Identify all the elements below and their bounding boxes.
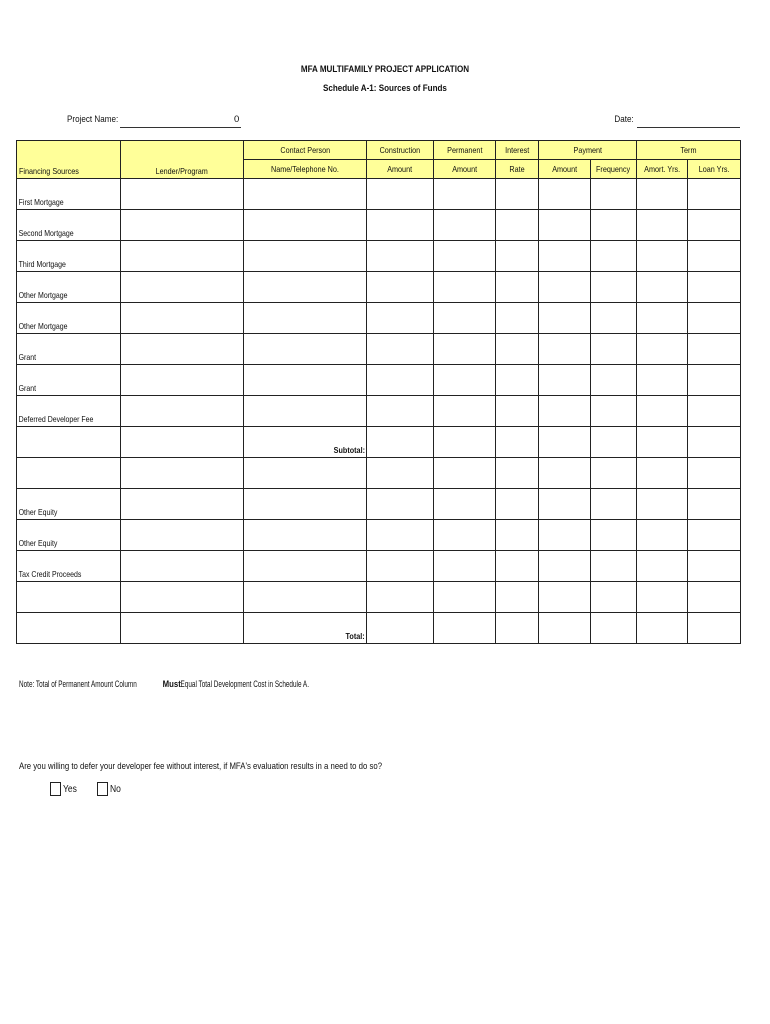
entry-cell[interactable] (688, 334, 741, 365)
col-construction: Construction (367, 141, 434, 160)
entry-cell[interactable] (496, 179, 539, 210)
entry-cell[interactable] (688, 272, 741, 303)
entry-cell[interactable] (688, 551, 741, 582)
financing-source-label: Other Mortgage (18, 321, 68, 331)
entry-cell[interactable] (496, 489, 539, 520)
entry-cell[interactable] (367, 551, 434, 582)
entry-cell[interactable] (688, 582, 741, 613)
col-name-telephone: Name/Telephone No. (244, 160, 367, 179)
entry-cell[interactable] (496, 551, 539, 582)
entry-cell[interactable] (688, 241, 741, 272)
entry-cell[interactable] (121, 210, 244, 241)
col-payment-amount: Amount (539, 160, 591, 179)
financing-source-cell[interactable] (17, 210, 121, 241)
entry-cell[interactable] (434, 303, 496, 334)
entry-cell[interactable] (434, 334, 496, 365)
entry-cell[interactable] (17, 427, 121, 458)
col-rate: Rate (496, 160, 539, 179)
col-contact-person: Contact Person (244, 141, 367, 160)
subtotal-value-cell[interactable] (496, 427, 539, 458)
financing-source-label: Second Mortgage (18, 228, 74, 238)
entry-cell[interactable] (637, 396, 688, 427)
col-financing-sources: Financing Sources (17, 141, 121, 179)
entry-cell[interactable] (637, 365, 688, 396)
subtotal-value-cell[interactable] (688, 427, 741, 458)
total-value-cell[interactable] (539, 613, 591, 644)
financing-source-cell[interactable] (17, 551, 121, 582)
table-row (17, 272, 741, 303)
financing-source-label: Other Equity (18, 538, 58, 548)
col-loan-yrs: Loan Yrs. (688, 160, 741, 179)
entry-cell[interactable] (539, 179, 591, 210)
schedule-subtitle: Schedule A-1: Sources of Funds (323, 83, 447, 94)
table-row (17, 334, 741, 365)
entry-cell[interactable] (244, 303, 367, 334)
entry-cell[interactable] (496, 210, 539, 241)
entry-cell[interactable] (367, 396, 434, 427)
yes-label: Yes (63, 783, 77, 795)
note-suffix: Equal Total Development Cost in Schedule A. (180, 679, 310, 690)
total-value-cell[interactable] (496, 613, 539, 644)
table-row (17, 303, 741, 334)
entry-cell[interactable] (121, 582, 244, 613)
entry-cell[interactable] (496, 303, 539, 334)
entry-cell[interactable] (496, 520, 539, 551)
financing-source-label (17, 484, 19, 486)
total-label-cell (244, 613, 367, 644)
entry-cell[interactable] (244, 396, 367, 427)
financing-source-cell[interactable] (17, 396, 121, 427)
entry-cell[interactable] (367, 582, 434, 613)
entry-cell[interactable] (244, 458, 367, 489)
no-checkbox[interactable] (97, 782, 108, 796)
subtotal-value-cell[interactable] (637, 427, 688, 458)
entry-cell[interactable] (591, 396, 637, 427)
entry-cell[interactable] (496, 582, 539, 613)
financing-source-label: Grant (18, 383, 37, 393)
entry-cell[interactable] (591, 551, 637, 582)
entry-cell[interactable] (591, 272, 637, 303)
entry-cell[interactable] (244, 334, 367, 365)
yes-checkbox[interactable] (50, 782, 61, 796)
entry-cell[interactable] (539, 334, 591, 365)
financing-source-cell[interactable] (17, 365, 121, 396)
entry-cell[interactable] (244, 179, 367, 210)
entry-cell[interactable] (591, 179, 637, 210)
document-title: MFA MULTIFAMILY PROJECT APPLICATION (300, 64, 470, 75)
entry-cell[interactable] (121, 303, 244, 334)
entry-cell[interactable] (539, 396, 591, 427)
entry-cell[interactable] (367, 210, 434, 241)
entry-cell[interactable] (496, 396, 539, 427)
permanent-amount-note (19, 679, 407, 690)
col-payment: Payment (539, 141, 637, 160)
entry-cell[interactable] (244, 365, 367, 396)
table-row (17, 210, 741, 241)
col-lender-program: Lender/Program (121, 141, 244, 179)
financing-source-label: First Mortgage (18, 197, 64, 207)
entry-cell[interactable] (688, 520, 741, 551)
entry-cell[interactable] (637, 489, 688, 520)
entry-cell[interactable] (121, 365, 244, 396)
entry-cell[interactable] (688, 365, 741, 396)
entry-cell[interactable] (539, 520, 591, 551)
note-emphasis: Must (162, 679, 181, 690)
entry-cell[interactable] (591, 520, 637, 551)
entry-cell[interactable] (539, 489, 591, 520)
entry-cell[interactable] (637, 334, 688, 365)
col-construction-amount: Amount (367, 160, 434, 179)
entry-cell[interactable] (591, 458, 637, 489)
entry-cell[interactable] (637, 303, 688, 334)
entry-cell[interactable] (367, 365, 434, 396)
entry-cell[interactable] (434, 489, 496, 520)
table-row (17, 458, 741, 489)
date-label: Date: (614, 114, 634, 125)
entry-cell[interactable] (244, 582, 367, 613)
entry-cell[interactable] (539, 272, 591, 303)
table-row (17, 179, 741, 210)
header-row-1 (17, 141, 741, 160)
entry-cell[interactable] (434, 241, 496, 272)
entry-cell[interactable] (367, 272, 434, 303)
entry-cell[interactable] (496, 365, 539, 396)
sources-of-funds-table (16, 140, 741, 644)
entry-cell[interactable] (637, 551, 688, 582)
entry-cell[interactable] (434, 179, 496, 210)
financing-source-label: Other Mortgage (18, 290, 68, 300)
entry-cell[interactable] (17, 613, 121, 644)
subtotal-value-cell[interactable] (539, 427, 591, 458)
entry-cell[interactable] (434, 210, 496, 241)
entry-cell[interactable] (539, 458, 591, 489)
no-label: No (110, 783, 121, 795)
col-permanent: Permanent (434, 141, 496, 160)
subtotal-row (17, 427, 741, 458)
entry-cell[interactable] (539, 582, 591, 613)
financing-source-cell[interactable] (17, 334, 121, 365)
entry-cell[interactable] (434, 582, 496, 613)
entry-cell[interactable] (244, 520, 367, 551)
entry-cell[interactable] (496, 334, 539, 365)
entry-cell[interactable] (539, 303, 591, 334)
entry-cell[interactable] (434, 551, 496, 582)
entry-cell[interactable] (121, 613, 244, 644)
entry-cell[interactable] (367, 241, 434, 272)
entry-cell[interactable] (637, 582, 688, 613)
total-value-cell[interactable] (591, 613, 637, 644)
entry-cell[interactable] (121, 551, 244, 582)
col-amort-yrs: Amort. Yrs. (637, 160, 688, 179)
entry-cell[interactable] (637, 272, 688, 303)
entry-cell[interactable] (688, 396, 741, 427)
entry-cell[interactable] (367, 458, 434, 489)
entry-cell[interactable] (244, 210, 367, 241)
yes-option[interactable] (50, 782, 79, 796)
subtotal-label: Subtotal: (333, 445, 366, 455)
subtotal-value-cell[interactable] (591, 427, 637, 458)
financing-source-cell[interactable] (17, 520, 121, 551)
entry-cell[interactable] (121, 241, 244, 272)
table-row (17, 241, 741, 272)
financing-source-label: Deferred Developer Fee (18, 414, 94, 424)
entry-cell[interactable] (591, 489, 637, 520)
project-name-value: 0 (234, 114, 240, 125)
entry-cell[interactable] (591, 303, 637, 334)
table-row (17, 396, 741, 427)
financing-source-cell[interactable] (17, 489, 121, 520)
entry-cell[interactable] (367, 303, 434, 334)
entry-cell[interactable] (688, 210, 741, 241)
entry-cell[interactable] (367, 179, 434, 210)
col-interest: Interest (496, 141, 539, 160)
entry-cell[interactable] (539, 210, 591, 241)
entry-cell[interactable] (434, 272, 496, 303)
table-row (17, 582, 741, 613)
total-value-cell[interactable] (434, 613, 496, 644)
entry-cell[interactable] (496, 458, 539, 489)
entry-cell[interactable] (637, 179, 688, 210)
entry-cell[interactable] (367, 334, 434, 365)
entry-cell[interactable] (637, 210, 688, 241)
total-value-cell[interactable] (367, 613, 434, 644)
col-permanent-amount: Amount (434, 160, 496, 179)
entry-cell[interactable] (121, 272, 244, 303)
financing-source-cell[interactable] (17, 303, 121, 334)
table-row (17, 520, 741, 551)
entry-cell[interactable] (434, 520, 496, 551)
financing-source-label: Third Mortgage (18, 259, 66, 269)
financing-source-cell[interactable] (17, 458, 121, 489)
entry-cell[interactable] (121, 427, 244, 458)
entry-cell[interactable] (244, 272, 367, 303)
entry-cell[interactable] (121, 334, 244, 365)
total-label: Total: (346, 631, 366, 641)
entry-cell[interactable] (121, 179, 244, 210)
entry-cell[interactable] (434, 396, 496, 427)
financing-source-label: Tax Credit Proceeds (18, 569, 82, 579)
entry-cell[interactable] (539, 365, 591, 396)
total-row (17, 613, 741, 644)
entry-cell[interactable] (244, 241, 367, 272)
entry-cell[interactable] (367, 489, 434, 520)
date-field[interactable] (637, 127, 740, 128)
entry-cell[interactable] (121, 458, 244, 489)
financing-source-label: Other Equity (18, 507, 58, 517)
table-row (17, 365, 741, 396)
entry-cell[interactable] (539, 241, 591, 272)
entry-cell[interactable] (688, 179, 741, 210)
entry-cell[interactable] (496, 272, 539, 303)
entry-cell[interactable] (539, 551, 591, 582)
entry-cell[interactable] (637, 241, 688, 272)
defer-fee-question: Are you willing to defer your developer fee without interest, if MFA's evaluation results in a need to do so? (19, 761, 383, 772)
col-frequency: Frequency (591, 160, 637, 179)
table-row (17, 551, 741, 582)
subtotal-label-cell (244, 427, 367, 458)
entry-cell[interactable] (637, 520, 688, 551)
financing-source-cell[interactable] (17, 272, 121, 303)
col-term: Term (637, 141, 741, 160)
project-name-field[interactable] (120, 127, 241, 128)
financing-source-label: Grant (18, 352, 37, 362)
table-row (17, 489, 741, 520)
project-name-label: Project Name: (66, 114, 118, 125)
entry-cell[interactable] (688, 489, 741, 520)
financing-source-cell[interactable] (17, 179, 121, 210)
entry-cell[interactable] (367, 520, 434, 551)
financing-source-cell[interactable] (17, 241, 121, 272)
entry-cell[interactable] (591, 241, 637, 272)
note-prefix: Note: Total of Permanent Amount Column (19, 679, 137, 690)
entry-cell[interactable] (637, 458, 688, 489)
entry-cell[interactable] (688, 458, 741, 489)
no-option[interactable] (97, 782, 123, 796)
entry-cell[interactable] (688, 303, 741, 334)
entry-cell[interactable] (434, 458, 496, 489)
subtotal-value-cell[interactable] (434, 427, 496, 458)
entry-cell[interactable] (591, 334, 637, 365)
total-value-cell[interactable] (637, 613, 688, 644)
financing-source-cell[interactable] (17, 582, 121, 613)
entry-cell[interactable] (121, 396, 244, 427)
financing-source-label (17, 608, 19, 610)
entry-cell[interactable] (244, 551, 367, 582)
entry-cell[interactable] (591, 210, 637, 241)
entry-cell[interactable] (434, 365, 496, 396)
entry-cell[interactable] (591, 582, 637, 613)
entry-cell[interactable] (496, 241, 539, 272)
entry-cell[interactable] (244, 489, 367, 520)
subtotal-value-cell[interactable] (367, 427, 434, 458)
entry-cell[interactable] (121, 489, 244, 520)
entry-cell[interactable] (121, 520, 244, 551)
total-value-cell[interactable] (688, 613, 741, 644)
entry-cell[interactable] (591, 365, 637, 396)
